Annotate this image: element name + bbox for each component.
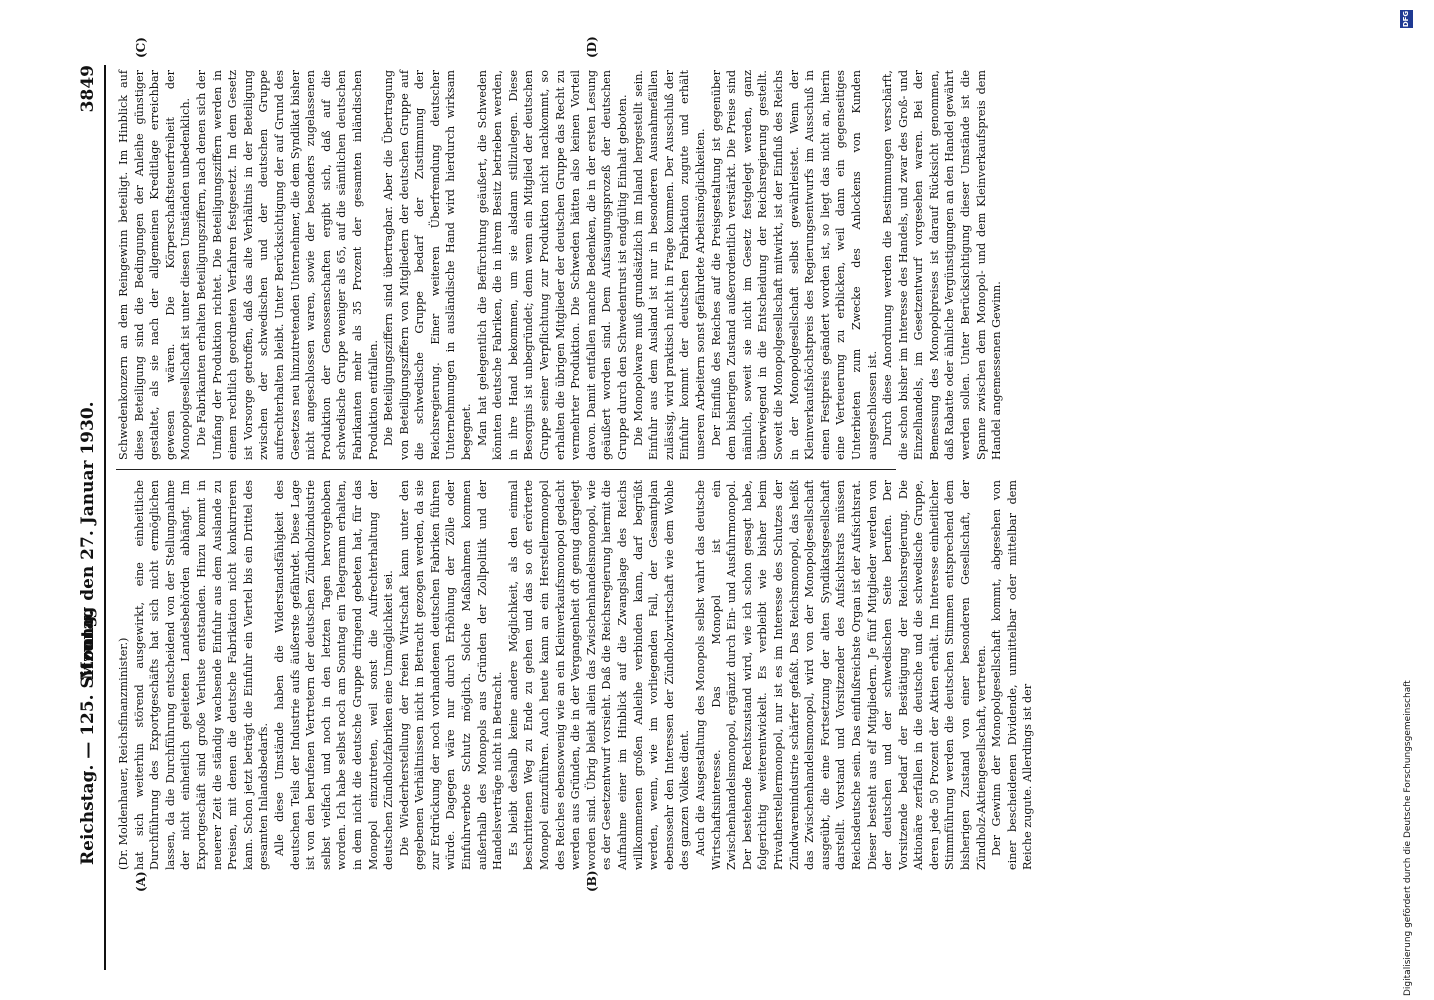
paragraph: Die Beteiligungsziffern sind übertragbar. Aber die Übertragung von Beteiligungsziffern von Mitgliedern der deutschen Gruppe auf die schwedische Gruppe bedarf der Zustimmung der Reichsregierung. Einer weiteren Überfremdung deutscher Unternehmungen in ausländische Hand wird hierdurch wirksam begegnet.	[382, 70, 474, 460]
paragraph: Die Monopolware muß grundsätzlich im Inland hergestellt sein. Einfuhr aus dem Ausland ist nur in besonderen Ausnahmefällen zulässig, wird praktisch nicht in Frage kommen. Der Ausschluß der Einfuhr kommt der deutschen Fabrikation zugute und erhält unseren Arbeitern sonst gefährdete Arbeitsmöglichkeiten.	[631, 70, 707, 460]
paragraph: Der Gewinn der Monopolgesellschaft kommt, abgesehen von einer bescheidenen Dividende, unmittelbar oder mittelbar dem Reiche zugute. Allerdings ist der	[990, 480, 1035, 870]
paragraph: Auch die Ausgestaltung des Monopols selbst wahrt das deutsche Wirtschaftsinteresse. Das Monopol ist ein Zwischenhandelsmonopol, ergänzt durch Ein- und Ausfuhrmonopol. Der bestehende Rechtszustand wird, wie ich schon gesagt habe, folgerichtig weiterentwickelt. Es verbleibt wie bisher beim Privatherstellermonopol, nur ist es im Interesse des Schutzes der Zündwarenindustrie schärfer gefaßt. Das Reichsmonopol, das heißt das Zwischenhandelsmonopol, wird von der Monopolgesellschaft ausgeübt, die eine Fortsetzung der alten Syndikatsgesellschaft darstellt. Vorstand und Vorsitzender des Aufsichtsrats müssen Reichsdeutsche sein. Das einflußreichste Organ ist der Aufsichtsrat. Dieser besteht aus elf Mitgliedern. Je fünf Mitglieder werden von der deutschen und der schwedischen Seite berufen. Der Vorsitzende bedarf der Bestätigung der Reichsregierung. Die Aktionäre zerfallen in die deutsche und die schwedische Gruppe, deren jede 50 Prozent der Aktien erhält. Im Interesse einheitlicher Stimmführung werden die deutschen Stimmen entsprechend dem bisherigen Zustand von einer besonderen Gesellschaft, der Zündholz-Aktiengesellschaft, vertreten.	[693, 480, 988, 870]
paragraph: Die Wiederherstellung der freien Wirtschaft kann unter den gegebenen Verhältnissen nicht in Betracht gezogen werden, da sie zur Erdrückung der noch vorhandenen deutschen Fabriken führen würde. Dagegen wäre nur durch Erhöhung der Zölle oder Einfuhrverbote Schutz möglich. Solche Maßnahmen kommen außerhalb des Monopols aus Gründen der Zollpolitik und der Handelsverträge nicht in Betracht.	[397, 480, 505, 870]
paragraph: Durch diese Anordnung werden die Bestimmungen verschärft, die schon bisher im Interesse des Handels, und zwar des Groß- und Einzelhandels, im Gesetzentwurf vorgesehen waren. Bei der Bemessung des Monopolpreises ist darauf Rücksicht genommen, daß Rabatte oder ähnliche Vergünstigungen an den Handel gewährt werden sollen. Unter Berücksichtigung dieser Umstände ist die Spanne zwischen dem Monopol- und dem Kleinverkaufspreis dem Handel angemessenen Gewinn.	[881, 70, 1004, 460]
paragraph: Es bleibt deshalb keine andere Möglichkeit, als den einmal beschrittenen Weg zu Ende zu gehen und das so oft erörterte Monopol einzuführen. Auch heute kann an ein Herstellermonopol des Reiches ebensowenig wie an ein Kleinverkaufsmonopol gedacht werden aus Gründen, die in der Vergangenheit oft genug dargelegt worden sind. Übrig bleibt allein das Zwischenhandelsmonopol, wie es der Gesetzentwurf vorsieht. Daß die Reichsregierung hiermit die Aufnahme einer im Hinblick auf die Zwangslage des Reichs willkommenen großen Anleihe verbinden kann, darf begrüßt werden, wenn, wie im vorliegenden Fall, der Gesamtplan ebensosehr den Interessen der Zündholzwirtschaft wie dem Wohle des ganzen Volkes dient.	[506, 480, 692, 870]
right-column	[116, 70, 1005, 460]
margin-marker-a: (A)	[134, 871, 148, 892]
margin-marker-b: (B)	[585, 870, 599, 892]
paragraph: Die Fabrikanten erhalten Beteiligungsziffern, nach denen sich der Umfang der Produktion richtet. Die Beteiligungsziffern werden in einem rechtlich geordneten Verfahren festgesetzt. Im dem Gesetz ist Vorsorge getroffen, daß das alte Verhältnis in der Beteiligung zwischen der schwedischen und der deutschen Gruppe aufrechterhalten bleibt. Unter Berücksichtigung der auf Grund des Gesetzes neu hinzutretenden Unternehmer, die dem Syndikat bisher nicht angeschlossen waren, sowie der besonders zugelassenen Produktion der Genossenschaften ergibt sich, daß auf die schwedische Gruppe weniger als 65, auf die sämtlichen deutschen Fabrikanten mehr als 35 Prozent der gesamten inländischen Produktion entfallen.	[194, 70, 380, 460]
column-divider	[116, 469, 896, 470]
margin-marker-d: (D)	[585, 36, 599, 58]
document-sheet	[30, 35, 1405, 970]
header-date: Montag den 27. Januar 1930.	[78, 401, 98, 680]
paragraph: Der Einfluß des Reiches auf die Preisgestaltung ist gegenüber dem bisherigen Zustand außerordentlich verstärkt. Die Preise sind nämlich, soweit sie nicht im Gesetz festgelegt werden, ganz überwiegend in die Entscheidung der Reichsregierung gestellt. Soweit die Monopolgesellschaft mitwirkt, ist der Einfluß des Reichs in der Monopolgesellschaft selbst gewährleistet. Wenn der Kleinverkaufshöchstpreis des Regierungsentwurfs im Ausschuß in einen Festpreis geändert worden ist, so liegt das nicht an, hierin eine Verteuerung zu erblicken, weil dann ein gegenseitiges Unterbieten zum Zwecke des Anlockens von Kunden ausgeschlossen ist.	[709, 70, 879, 460]
header-left: Reichstag. — 125. Sitzung.	[78, 609, 98, 865]
digitization-footer	[1397, 10, 1421, 1000]
margin-marker-c: (C)	[134, 37, 148, 58]
paragraph: Schwedenkonzern an dem Reingewinn beteiligt. Im Hinblick auf diese Beteiligung sind die Bedingungen der Anleihe günstiger gestaltet, als sie nach der allgemeinen Kreditlage erreichbar gewesen wären. Die Körperschaftsteuerfreiheit der Monopolgesellschaft ist unter diesen Umständen unbedenklich.	[117, 70, 193, 460]
paragraph: hat sich weiterhin störend ausgewirkt, eine einheitliche Durchführung des Exportgeschäfts hat sich nicht ermöglichen lassen, da die Durchführung entscheidend von der Stellungnahme der nicht einheitlich geleiteten Landesbehörden abhängt. Im Exportgeschäft sind große Verluste entstanden. Hinzu kommt in neuerer Zeit die ständig wachsende Einfuhr aus dem Auslande zu Preisen, mit denen die deutsche Fabrikation nicht konkurrieren kann. Schon jetzt beträgt die Einfuhr ein Viertel bis ein Drittel des gesamten Inlandsbedarfs.	[132, 480, 271, 870]
dfg-logo: DFG	[1400, 10, 1413, 28]
paragraph: Alle diese Umstände haben die Widerstandsfähigkeit des deutschen Teils der Industrie aufs äußerste gefährdet. Diese Lage ist von den berufenen Vertretern der deutschen Zündholzindustrie selbst vielfach und noch in den letzten Tagen hervorgehoben worden. Ich habe selbst noch am Sonntag ein Telegramm erhalten, in dem nicht die deutsche Gruppe dringend gebeten hat, für das Monopol einzutreten, weil sonst die Aufrechterhaltung der deutschen Zündholzfabriken eine Unmöglichkeit sei.	[272, 480, 396, 870]
left-column	[116, 480, 1036, 870]
footer-credit: Digitalisierung gefördert durch die Deutsche Forschungsgemeinschaft	[1403, 680, 1413, 996]
page-header	[70, 65, 106, 970]
page-number: 3849	[78, 65, 98, 113]
speaker-line: (Dr. Moldenhauer, Reichsfinanzminister.)	[117, 637, 130, 870]
paragraph: Man hat gelegentlich die Befürchtung geäußert, die Schweden könnten deutsche Fabriken, die in ihrem Besitz betrieben werden, in ihre Hand bekommen, um sie alsdann stillzulegen. Diese Besorgnis ist unbegründet; denn wenn ein Mitglied der deutschen Gruppe seiner Verpflichtung zur Produktion nicht nachkommt, so erhalten die übrigen Mitglieder der deutschen Gruppe das Recht zu vermehrter Produktion. Die Schweden hätten also keinen Vorteil davon. Damit entfallen manche Bedenken, die in der ersten Lesung geäußert worden sind. Dem Aufsaugungsprozeß der deutschen Gruppe durch den Schwedentrust ist endgültig Einhalt geboten.	[475, 70, 629, 460]
